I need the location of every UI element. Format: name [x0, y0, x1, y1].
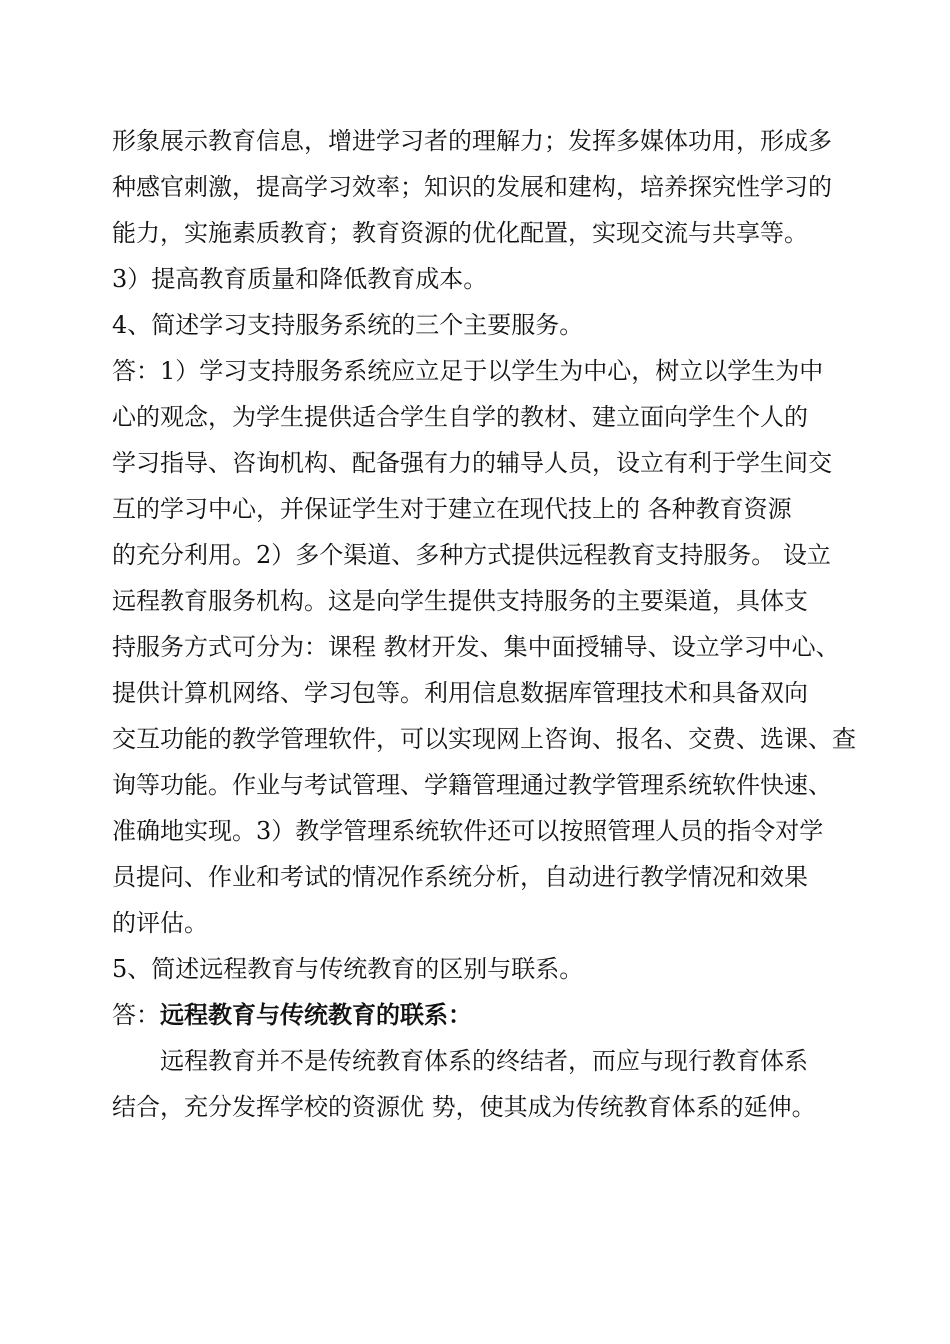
text-line-8: 学习指导、咨询机构、配备强有力的辅导人员，设立有利于学生间交 — [112, 449, 832, 477]
text-line-12: 持服务方式可分为：课程 教材开发、集中面授辅导、设立学习中心、 — [112, 633, 840, 661]
closing-line-2: 结合，充分发挥学校的资源优 势，使其成为传统教育体系的延伸。 — [112, 1093, 816, 1121]
text-line-13: 提供计算机网络、学习包等。利用信息数据库管理技术和具备双向 — [112, 679, 808, 707]
text-line-18: 的评估。 — [112, 909, 208, 937]
answer-heading-line — [112, 992, 857, 1038]
text-line-11: 远程教育服务机构。这是向学生提供支持服务的主要渠道，具体支 — [112, 587, 808, 615]
text-line-2: 种感官刺激，提高学习效率；知识的发展和建构，培养探究性学习的 — [112, 173, 832, 201]
question-4-heading: 4、简述学习支持服务系统的三个主要服务。 — [112, 311, 584, 339]
text-line-10: 的充分利用。2）多个渠道、多种方式提供远程教育支持服务。 设立 — [112, 541, 831, 569]
text-line-16: 准确地实现。3）教学管理系统软件还可以按照管理人员的指令对学 — [112, 817, 824, 845]
text-line-4: 3）提高教育质量和降低教育成本。 — [112, 265, 488, 293]
text-line-14: 交互功能的教学管理软件，可以实现网上咨询、报名、交费、选课、查 — [112, 725, 856, 753]
text-line-15: 询等功能。作业与考试管理、学籍管理通过教学管理系统软件快速、 — [112, 771, 832, 799]
text-line-1: 形象展示教育信息，增进学习者的理解力；发挥多媒体功用，形成多 — [112, 127, 832, 155]
text-line-6: 答：1）学习支持服务系统应立足于以学生为中心，树立以学生为中 — [112, 357, 824, 385]
question-5-heading: 5、简述远程教育与传统教育的区别与联系。 — [112, 955, 584, 983]
text-line-3: 能力，实施素质教育；教育资源的优化配置，实现交流与共享等。 — [112, 219, 808, 247]
answer-prefix: 答： — [112, 1001, 160, 1029]
text-line-7: 心的观念，为学生提供适合学生自学的教材、建立面向学生个人的 — [112, 403, 808, 431]
text-line-17: 员提问、作业和考试的情况作系统分析，自动进行教学情况和效果 — [112, 863, 808, 891]
text-line-9: 互的学习中心，并保证学生对于建立在现代技上的 各种教育资源 — [112, 495, 792, 523]
closing-line-1: 远程教育并不是传统教育体系的终结者，而应与现行教育体系 — [160, 1047, 808, 1075]
answer-heading: 远程教育与传统教育的联系： — [160, 1000, 472, 1029]
document-body — [112, 118, 857, 1130]
